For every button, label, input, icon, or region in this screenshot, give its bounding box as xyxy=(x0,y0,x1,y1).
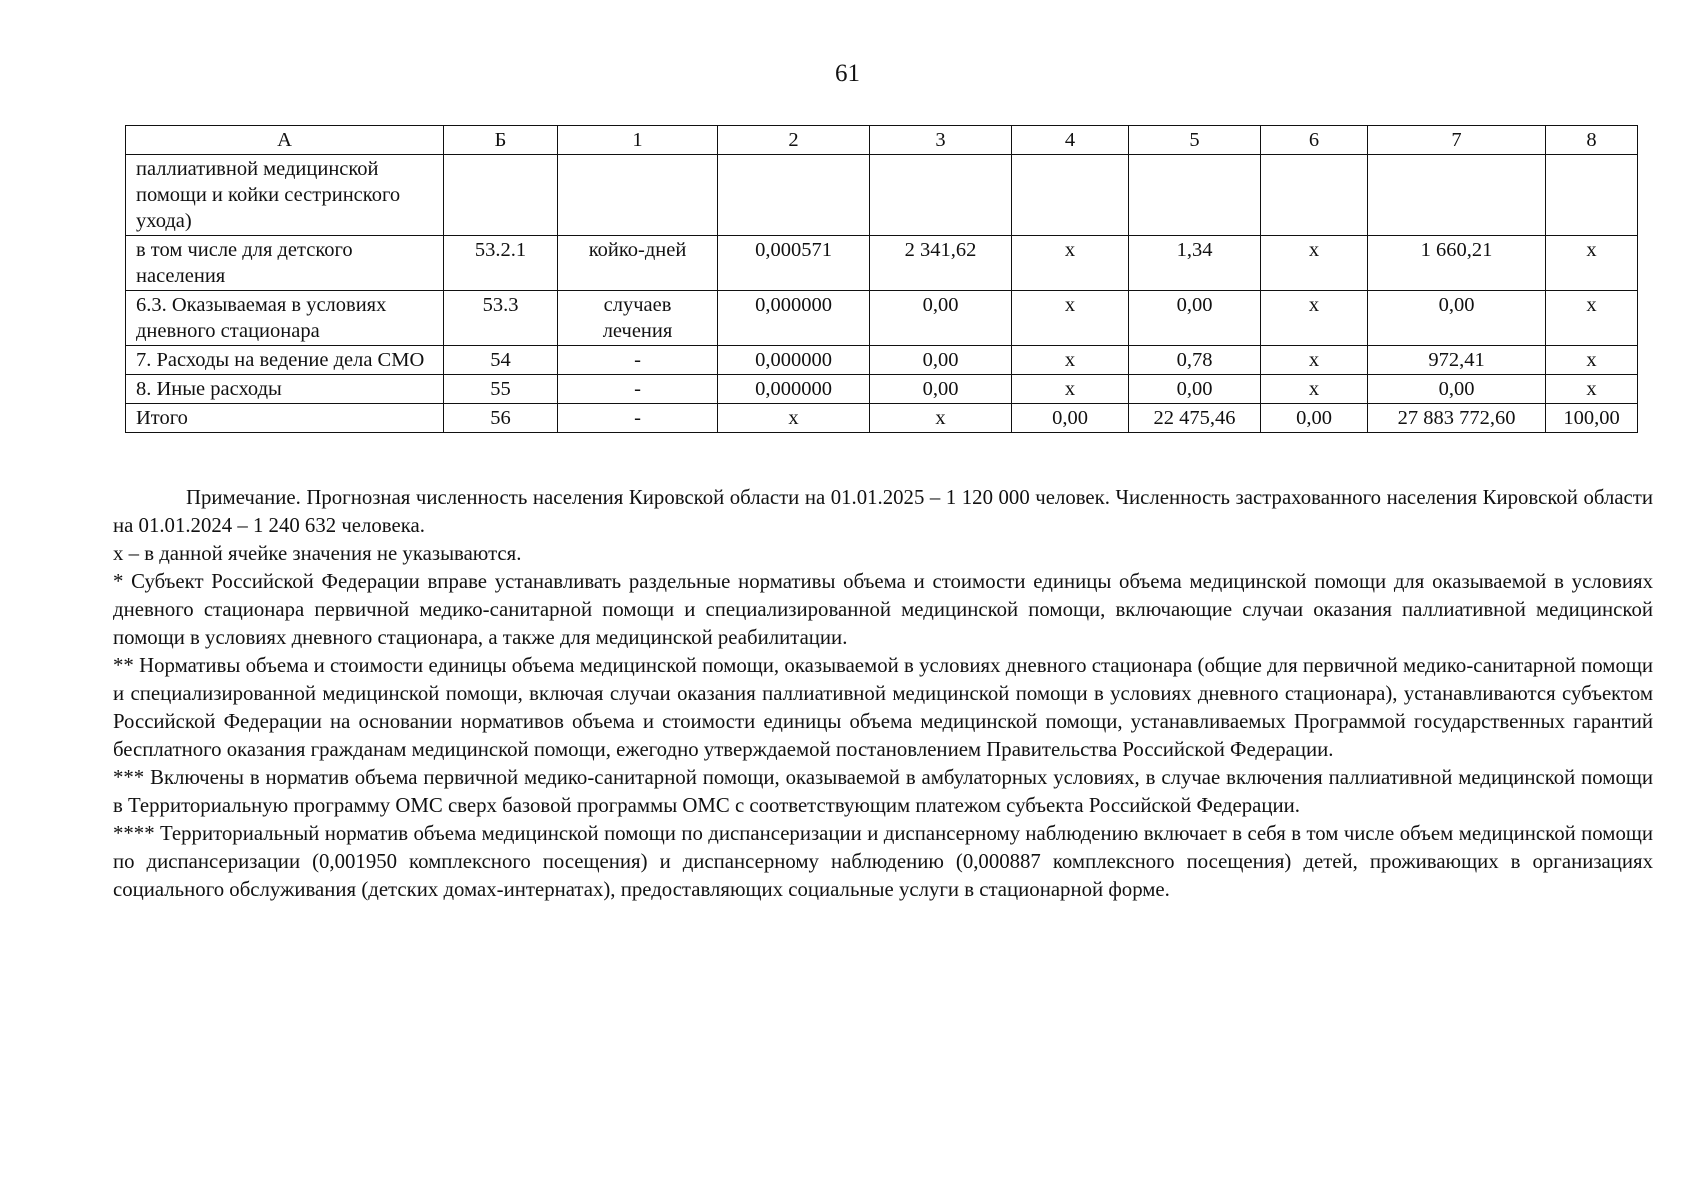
header-cell-5: 5 xyxy=(1129,126,1261,155)
cell-line-number: 56 xyxy=(444,404,558,433)
cell-col-8: х xyxy=(1546,291,1638,346)
cell-unit: - xyxy=(558,346,718,375)
cell-name: Итого xyxy=(126,404,444,433)
cell-col-7: 0,00 xyxy=(1368,375,1546,404)
cell-col-2: 0,000571 xyxy=(718,236,870,291)
header-cell-b: Б xyxy=(444,126,558,155)
cell-name: паллиативной медицинской помощи и койки сестринского ухода) xyxy=(126,155,444,236)
table-row-total xyxy=(126,404,1638,433)
cell-unit: койко-дней xyxy=(558,236,718,291)
cell-col-7: 27 883 772,60 xyxy=(1368,404,1546,433)
cell-col-5: 0,78 xyxy=(1129,346,1261,375)
cell-unit: случаев лечения xyxy=(558,291,718,346)
cell-col-4: 0,00 xyxy=(1012,404,1129,433)
cell-col-3: 0,00 xyxy=(870,346,1012,375)
cell-name: 8. Иные расходы xyxy=(126,375,444,404)
cell-line-number: 53.3 xyxy=(444,291,558,346)
cell-col-4: х xyxy=(1012,291,1129,346)
page-number: 61 xyxy=(835,60,860,87)
cell-col-2 xyxy=(718,155,870,236)
cell-col-3 xyxy=(870,155,1012,236)
norms-table xyxy=(125,125,1638,433)
cell-col-2: 0,000000 xyxy=(718,375,870,404)
cell-col-8: х xyxy=(1546,236,1638,291)
header-row xyxy=(126,126,1638,155)
cell-col-5: 22 475,46 xyxy=(1129,404,1261,433)
header-cell-7: 7 xyxy=(1368,126,1546,155)
cell-col-8: х xyxy=(1546,346,1638,375)
cell-line-number xyxy=(444,155,558,236)
cell-col-4: х xyxy=(1012,236,1129,291)
table-body xyxy=(126,155,1638,433)
cell-col-2: 0,000000 xyxy=(718,346,870,375)
header-cell-3: 3 xyxy=(870,126,1012,155)
header-cell-6: 6 xyxy=(1261,126,1368,155)
cell-col-5 xyxy=(1129,155,1261,236)
cell-col-7: 0,00 xyxy=(1368,291,1546,346)
table-header xyxy=(126,126,1638,155)
header-cell-2: 2 xyxy=(718,126,870,155)
footnote-1: * Субъект Российской Федерации вправе устанавливать раздельные нормативы объема и стоимости единицы объема медицинской помощи для оказываемой в условиях дневного стационара первичной медико-санитарной помощи и специализированной медицинской помощи, включающие случаи оказания паллиативной медицинской помощи в условиях дневного стационара, а также для медицинской реабилитации. xyxy=(113,570,1653,649)
cell-col-3: 2 341,62 xyxy=(870,236,1012,291)
cell-col-7: 972,41 xyxy=(1368,346,1546,375)
cell-col-8 xyxy=(1546,155,1638,236)
header-cell-8: 8 xyxy=(1546,126,1638,155)
footnote-3: *** Включены в норматив объема первичной медико-санитарной помощи, оказываемой в амбулаторных условиях, в случае включения паллиативной медицинской помощи в Территориальную программу ОМС сверх базовой программы ОМС с соответствующим платежом субъекта Российской Федерации. xyxy=(113,766,1653,817)
cell-col-3: 0,00 xyxy=(870,375,1012,404)
cell-name: в том числе для детского населения xyxy=(126,236,444,291)
cell-col-6: х xyxy=(1261,375,1368,404)
cell-unit: - xyxy=(558,375,718,404)
table-row xyxy=(126,155,1638,236)
cell-col-4 xyxy=(1012,155,1129,236)
cell-line-number: 53.2.1 xyxy=(444,236,558,291)
cell-col-5: 1,34 xyxy=(1129,236,1261,291)
cell-col-6: х xyxy=(1261,236,1368,291)
cell-col-4: х xyxy=(1012,346,1129,375)
footnote-2: ** Нормативы объема и стоимости единицы объема медицинской помощи, оказываемой в условиях дневного стационара (общие для первичной медико-санитарной помощи и специализированной медицинской помощи, включая случаи оказания паллиативной медицинской помощи в условиях дневного стационара), устанавливаются субъектом Российской Федерации на основании нормативов объема и стоимости единицы объема медицинской помощи, устанавливаемых Программой государственных гарантий бесплатного оказания гражданам медицинской помощи, ежегодно утверждаемой постановлением Правительства Российской Федерации. xyxy=(113,654,1653,761)
cell-col-7 xyxy=(1368,155,1546,236)
cell-name: 6.3. Оказываемая в условиях дневного стационара xyxy=(126,291,444,346)
header-cell-1: 1 xyxy=(558,126,718,155)
cell-col-6: 0,00 xyxy=(1261,404,1368,433)
cell-col-4: х xyxy=(1012,375,1129,404)
cell-col-6 xyxy=(1261,155,1368,236)
cell-col-5: 0,00 xyxy=(1129,375,1261,404)
note-x-legend: х – в данной ячейке значения не указываются. xyxy=(113,542,522,565)
cell-col-3: х xyxy=(870,404,1012,433)
cell-col-5: 0,00 xyxy=(1129,291,1261,346)
table-row xyxy=(126,375,1638,404)
table-row xyxy=(126,291,1638,346)
footnote-4: **** Территориальный норматив объема медицинской помощи по диспансеризации и диспансерному наблюдению включает в себя в том числе объем медицинской помощи по диспансеризации (0,001950 комплексного посещения) и диспансерному наблюдению (0,000887 комплексного посещения) детей, проживающих в организациях социального обслуживания (детских домах-интернатах), предоставляющих социальные услуги в стационарной форме. xyxy=(113,822,1653,901)
cell-col-7: 1 660,21 xyxy=(1368,236,1546,291)
cell-col-2: 0,000000 xyxy=(718,291,870,346)
cell-name: 7. Расходы на ведение дела СМО xyxy=(126,346,444,375)
cell-col-6: х xyxy=(1261,346,1368,375)
note-main: Примечание. Прогнозная численность населения Кировской области на 01.01.2025 – 1 120 000 человек. Численность застрахованного населения Кировской области на 01.01.2024 – 1 240 632 человека. xyxy=(113,486,1653,537)
cell-col-6: х xyxy=(1261,291,1368,346)
table-row xyxy=(126,346,1638,375)
cell-col-2: х xyxy=(718,404,870,433)
cell-unit: - xyxy=(558,404,718,433)
notes-section xyxy=(113,484,1653,904)
header-cell-a: А xyxy=(126,126,444,155)
cell-col-8: х xyxy=(1546,375,1638,404)
header-cell-4: 4 xyxy=(1012,126,1129,155)
table-row xyxy=(126,236,1638,291)
cell-col-3: 0,00 xyxy=(870,291,1012,346)
cell-line-number: 54 xyxy=(444,346,558,375)
cell-unit xyxy=(558,155,718,236)
cell-col-8: 100,00 xyxy=(1546,404,1638,433)
cell-line-number: 55 xyxy=(444,375,558,404)
